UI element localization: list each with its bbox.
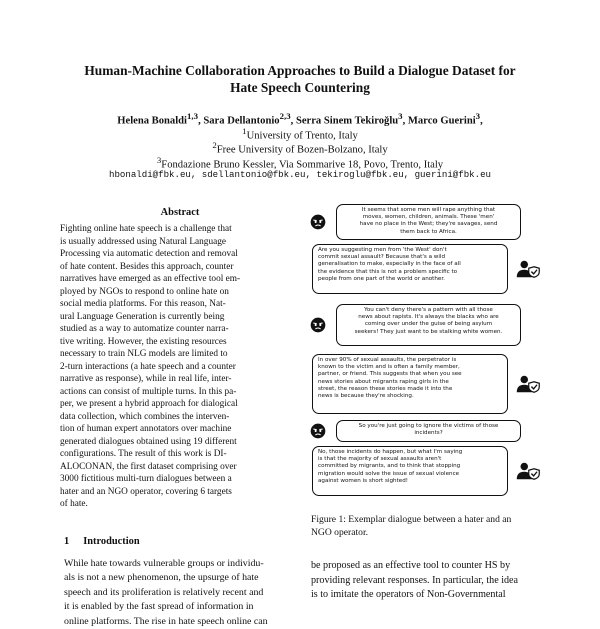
affiliation-mark: 1 — [242, 126, 247, 136]
right-column-body — [311, 559, 537, 603]
operator-message-bubble — [312, 354, 508, 414]
section-title: Introduction — [83, 536, 140, 547]
author-emails: hbonaldi@fbk.eu, sdellantonio@fbk.eu, tekiroglu@fbk.eu, guerini@fbk.eu — [109, 169, 491, 180]
affiliation-mark: 2 — [212, 140, 217, 150]
abstract-line: Processing via automatic detection and removal — [60, 249, 238, 259]
affiliation-text: University of Trento, Italy — [246, 130, 358, 142]
dialogue-figure — [306, 200, 546, 505]
abstract-line: hater and an NGO operator, covering 6 targets — [60, 486, 232, 497]
message-line: partner, or friend. This suggests that when you see — [318, 371, 462, 378]
message-line: moves, women, children, animals. These 'men' — [362, 214, 495, 221]
intro-line: While hate towards vulnerable groups or individu- — [64, 558, 264, 569]
introduction-body — [64, 557, 296, 629]
message-line: migration would solve the issue of sexual violence — [318, 470, 460, 477]
affiliation-mark: 3 — [156, 155, 162, 165]
body-line: is to imitate the operators of Non-Governmental — [311, 589, 506, 600]
abstract-line: generated dialogues obtained using 19 different — [60, 436, 237, 447]
message-line: street, the reason these stories made it into the — [318, 385, 453, 392]
message-line: In over 90% of sexual assaults, the perpetrator is — [318, 357, 457, 363]
hater-face-icon — [310, 317, 326, 338]
message-line: commit sexual assault? Because that's a wild — [318, 254, 446, 261]
message-line: It seems that some men will rape anything that — [361, 207, 496, 213]
abstract-line: configurations. The result of this work is DI- — [60, 449, 227, 459]
author-name: Helena Bonaldi — [117, 115, 188, 127]
abstract-line: of hate content. Besides this approach, counter — [60, 261, 234, 272]
intro-line: speech and its proliferation is relatively recent and — [64, 586, 264, 598]
message-line: news stories about migrants raping girls in the — [318, 378, 449, 385]
hater-face-icon — [310, 423, 326, 444]
message-line: coming over under the guise of being asylum — [364, 321, 493, 328]
message-line: incidents? — [414, 430, 443, 437]
abstract-line: of hate. — [60, 499, 88, 509]
abstract-line: ALOCONAN, the first dataset comprising over — [60, 461, 237, 472]
title-line: Hate Speech Countering — [230, 80, 370, 95]
abstract-line: per, we present a hybrid approach for dialogical — [60, 399, 238, 409]
author-mark: 2,3 — [279, 111, 291, 121]
abstract-line: social media platforms. For this reason, Nat- — [60, 299, 226, 309]
message-line: You can't deny there's a pattern with all those — [364, 307, 493, 313]
message-line: known to the victim and is often a family member, — [318, 364, 460, 371]
intro-line: online platforms. The rise in hate speech online can — [64, 615, 268, 627]
hater-message-bubble — [336, 420, 521, 442]
abstract-line: studied as a way to automatize counter narra- — [60, 324, 229, 334]
operator-message-bubble — [312, 244, 508, 294]
message-line: them back to Africa. — [400, 228, 457, 235]
abstract-line: tion of human expert annotators over machine — [60, 424, 232, 434]
message-line: No, those incidents do happen, but what I'm saying — [318, 449, 463, 455]
operator-shield-icon — [516, 375, 540, 398]
author-list: Helena Bonaldi$^{1,3}$, Sara Dellantonio$^{2,3}$, Serra Sinem Tekiroğlu$^3$, Marco Guerini$^3$, — [117, 111, 483, 127]
affiliation-text: Free University of Bozen-Bolzano, Italy — [216, 144, 388, 156]
message-line: Are you suggesting men from 'the West' don't — [318, 247, 447, 253]
title-line: Human-Machine Collaboration Approaches to Build a Dialogue Dataset for — [84, 63, 516, 78]
operator-message-bubble — [312, 446, 508, 496]
message-line: news is because they're shocking. — [318, 393, 414, 400]
intro-line: it is enabled by the fast spread of information in — [64, 601, 254, 613]
operator-shield-icon — [516, 462, 540, 485]
author-mark: 3 — [475, 111, 481, 121]
message-line: committed by migrants, and to think that stopping — [318, 463, 461, 470]
figure-caption — [311, 513, 537, 539]
abstract-line: necessary to train NLG models are limited to — [60, 349, 228, 359]
caption-line: NGO operator. — [311, 527, 369, 538]
paper-title — [40, 62, 560, 96]
section-heading — [64, 536, 154, 547]
abstract-line: actions can consist of multiple turns. In this pa- — [60, 386, 237, 397]
message-line: news about rapists. It's always the blacks who are — [358, 314, 499, 321]
hater-message-bubble — [336, 304, 521, 346]
author-name: Serra Sinem Tekiroğlu — [295, 115, 399, 127]
abstract-line: narrative as response), while in real life, inter- — [60, 374, 232, 384]
abstract-line: 3000 fictitious multi-turn dialogues between a — [60, 474, 232, 484]
abstract-body — [60, 223, 293, 511]
message-line: have no place in the West; they're savages, send — [359, 221, 498, 228]
abstract-line: ployed by NGOs to respond to online hate on — [60, 286, 229, 297]
message-line: against women is short sighted! — [318, 477, 408, 484]
author-name: Marco Guerini — [407, 115, 476, 127]
abstract-line: data collection, which combines the interven- — [60, 411, 230, 422]
message-line: is that the majority of sexual assaults aren't — [318, 456, 442, 463]
message-line: seekers! They just want to be stalking white women. — [354, 328, 503, 335]
body-line: be proposed as an effective tool to counter HS by — [311, 560, 511, 571]
hater-message-bubble — [336, 204, 521, 240]
abstract-line: 2-turn interactions (a hate speech and a counter — [60, 361, 236, 372]
hater-face-icon — [310, 214, 326, 235]
abstract-line: is usually addressed using Natural Language — [60, 236, 227, 247]
message-line: the evidence that this is not a problem specific to — [318, 268, 458, 275]
abstract-line: narratives have emerged as an effective tool em- — [60, 274, 241, 284]
author-mark: 1,3 — [187, 111, 199, 121]
intro-line: als is not a new phenomenon, the upsurge of hate — [64, 572, 259, 584]
operator-shield-icon — [516, 260, 540, 283]
body-line: providing relevant responses. In particular, the idea — [311, 574, 519, 586]
caption-line: Figure 1: Exemplar dialogue between a hater and an — [311, 514, 512, 525]
abstract-line: Fighting online hate speech is a challenge that — [60, 224, 232, 234]
message-line: people from one part of the world or another. — [318, 275, 445, 282]
message-line: generalisation to make, especially in the face of all — [318, 261, 461, 268]
affiliation-text: Fondazione Bruno Kessler, Via Sommarive 18, Povo, Trento, Italy — [161, 159, 444, 171]
abstract-line: ural Language Generation is currently being — [60, 311, 225, 322]
author-name: Sara Dellantonio — [203, 115, 280, 127]
author-mark: 3 — [398, 111, 403, 121]
abstract-line: tive writing. However, the existing resources — [60, 336, 227, 347]
abstract-heading: Abstract — [160, 207, 200, 218]
section-number: 1 — [64, 536, 70, 547]
message-line: So you're just going to ignore the victims of those — [358, 423, 499, 429]
